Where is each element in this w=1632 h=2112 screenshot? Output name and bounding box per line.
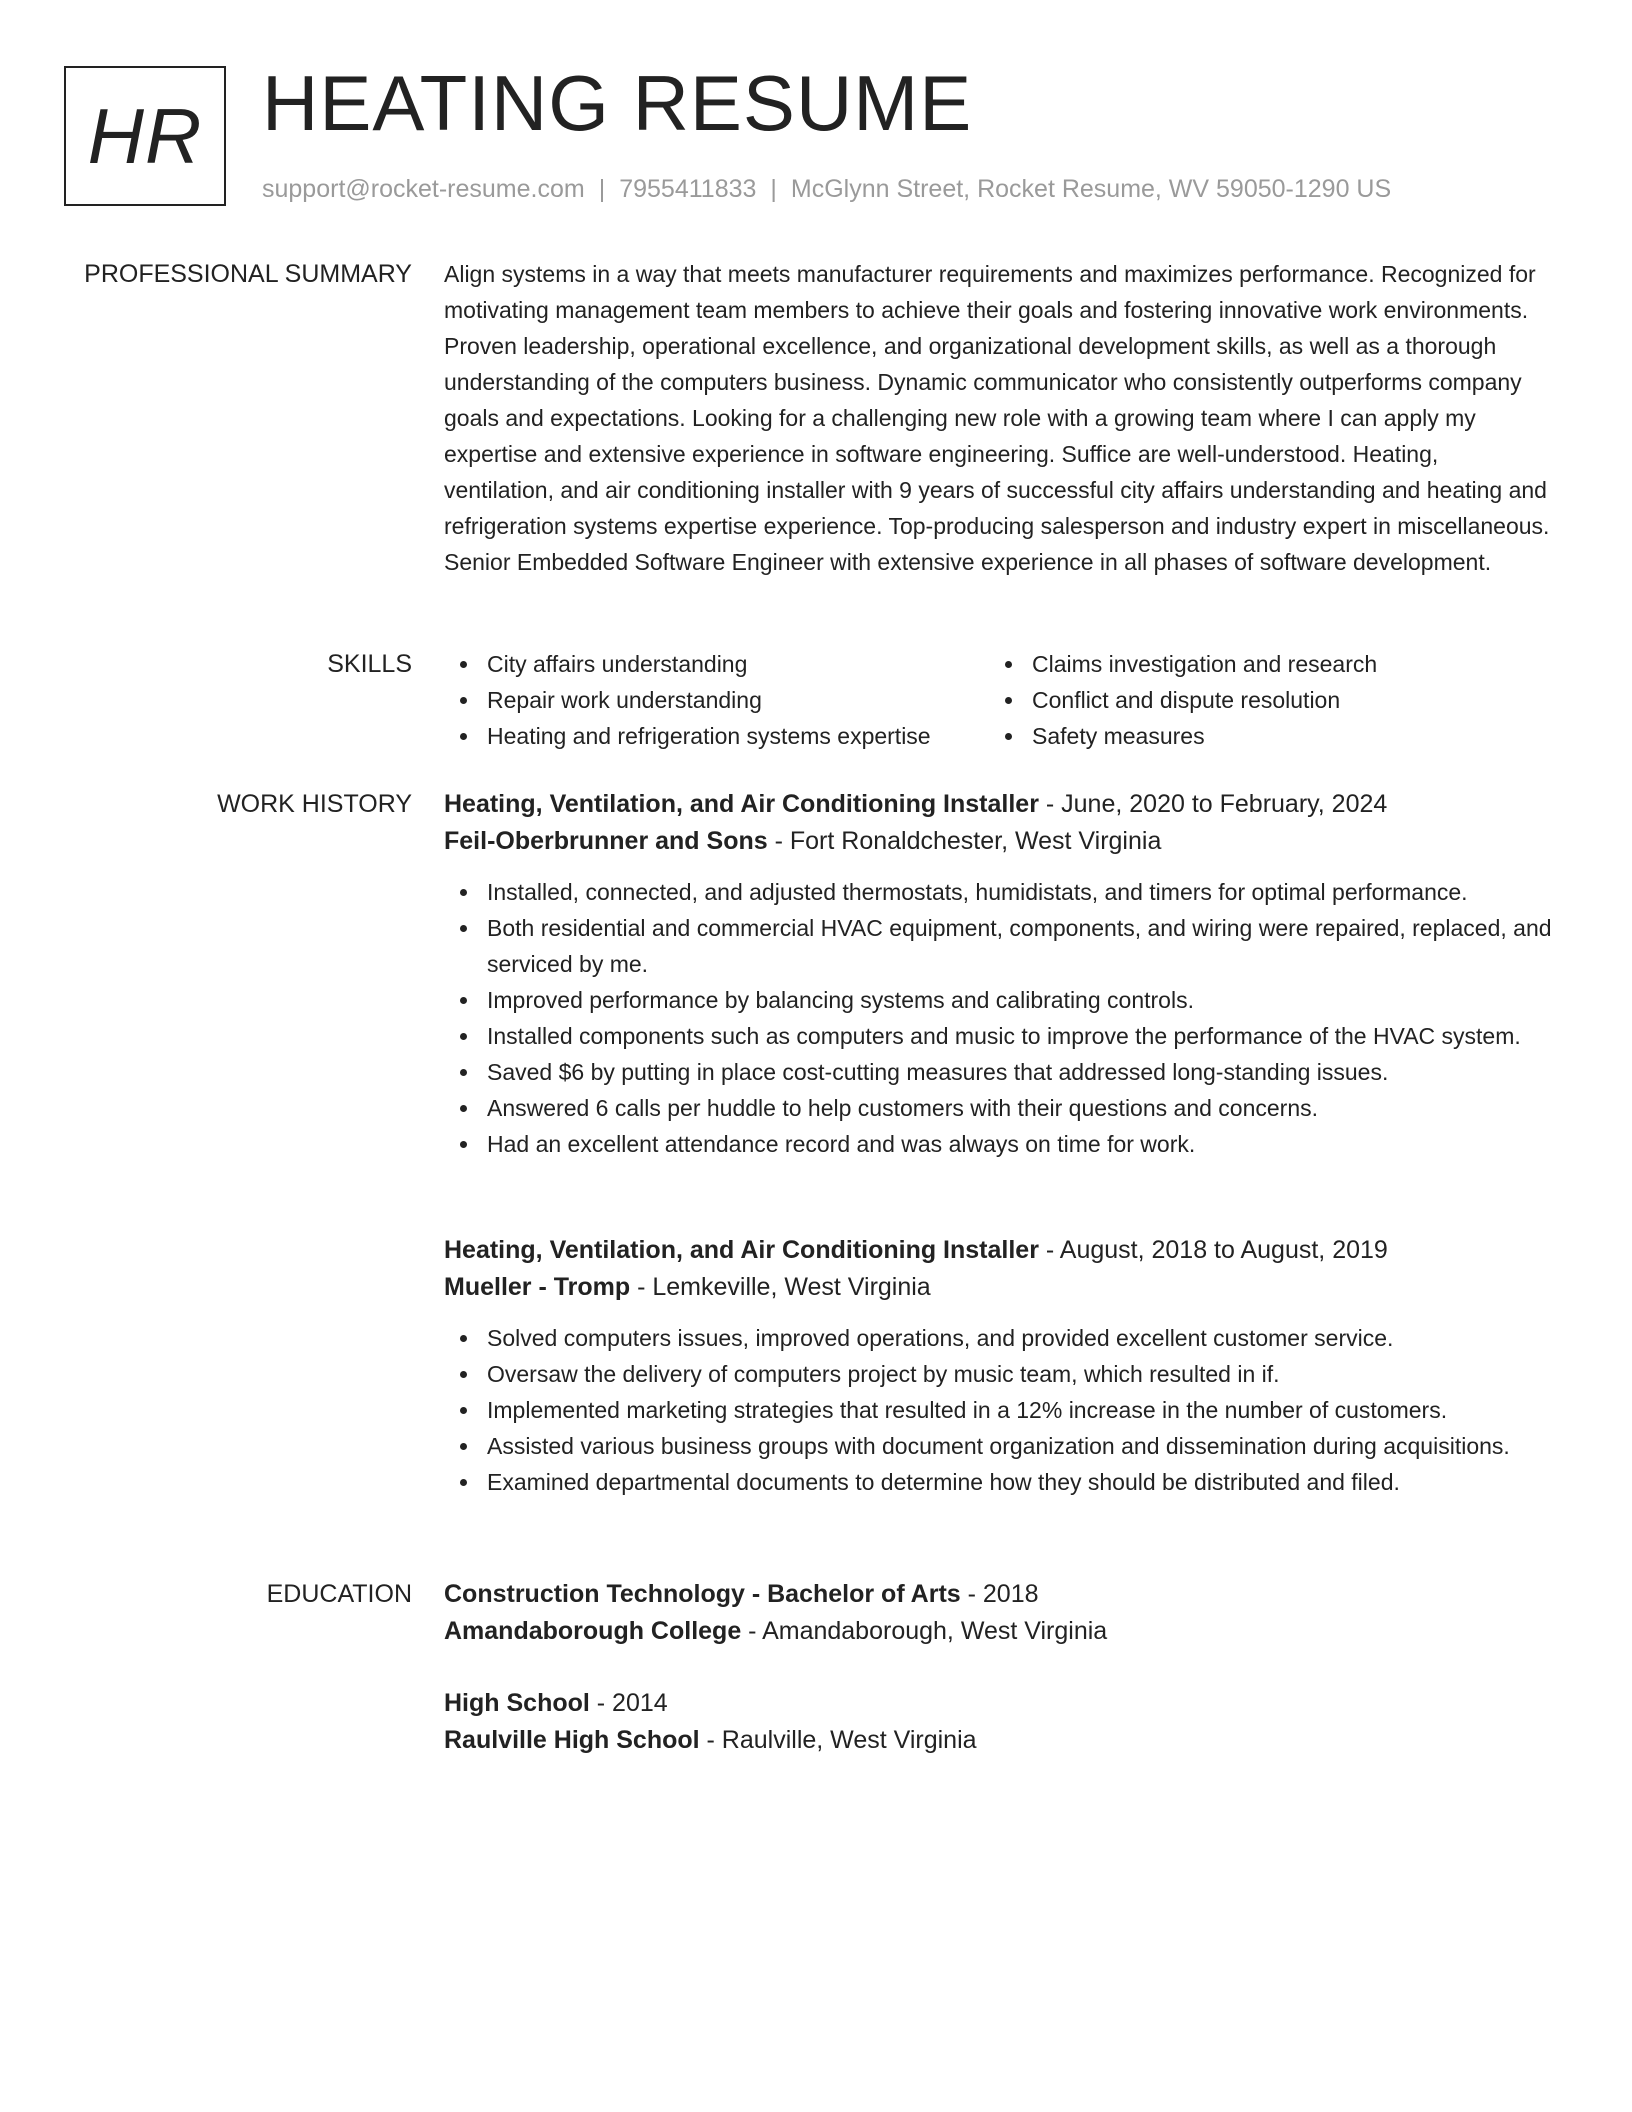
job-bullets bbox=[444, 874, 1554, 1162]
contact-phone[interactable]: 7955411833 bbox=[619, 175, 757, 203]
skills-heading: SKILLS bbox=[327, 650, 412, 678]
resume-name: HEATING RESUME bbox=[262, 59, 973, 147]
education-degree: Construction Technology - Bachelor of Arts bbox=[444, 1580, 961, 1608]
contact-address: McGlynn Street, Rocket Resume, WV 59050-1290 US bbox=[790, 175, 1392, 203]
job-bullets bbox=[444, 1320, 1554, 1500]
skills-column-1 bbox=[444, 646, 989, 754]
skill-item: Conflict and dispute resolution bbox=[989, 682, 1377, 718]
education-location: - Raulville, West Virginia bbox=[699, 1726, 977, 1754]
education-year: - 2014 bbox=[589, 1689, 668, 1717]
contact-separator: | bbox=[598, 175, 606, 203]
job-bullet: Implemented marketing strategies that resulted in a 12% increase in the number of customers. bbox=[444, 1392, 1554, 1428]
contact-email[interactable]: support@rocket-resume.com bbox=[262, 175, 585, 203]
job-bullet: Answered 6 calls per huddle to help customers with their questions and concerns. bbox=[444, 1090, 1554, 1126]
job-company: Feil-Oberbrunner and Sons bbox=[444, 827, 768, 855]
job-bullet: Had an excellent attendance record and was always on time for work. bbox=[444, 1126, 1554, 1162]
job-location: - Fort Ronaldchester, West Virginia bbox=[767, 827, 1162, 855]
job-bullet: Assisted various business groups with document organization and dissemination during acquisitions. bbox=[444, 1428, 1554, 1464]
work-history-heading: WORK HISTORY bbox=[217, 790, 412, 818]
education-degree-line bbox=[444, 1685, 1554, 1722]
education-entry bbox=[444, 1576, 1554, 1650]
education-entry bbox=[444, 1685, 1554, 1759]
job-title: Heating, Ventilation, and Air Conditioning Installer bbox=[444, 790, 1039, 818]
job-company-line bbox=[444, 823, 1554, 860]
job-dates: - August, 2018 to August, 2019 bbox=[1038, 1236, 1388, 1264]
skills-list bbox=[444, 646, 1554, 754]
job-bullet: Oversaw the delivery of computers project by music team, which resulted in if. bbox=[444, 1356, 1554, 1392]
education-school: Raulville High School bbox=[444, 1726, 700, 1754]
education-school-line bbox=[444, 1613, 1554, 1650]
job-title: Heating, Ventilation, and Air Conditioning Installer bbox=[444, 1236, 1039, 1264]
job-dates: - June, 2020 to February, 2024 bbox=[1038, 790, 1388, 818]
job-title-line bbox=[444, 1232, 1554, 1269]
skill-item: Heating and refrigeration systems expertise bbox=[444, 718, 989, 754]
job-bullet: Installed, connected, and adjusted thermostats, humidistats, and timers for optimal performance. bbox=[444, 874, 1554, 910]
monogram-logo: HR bbox=[64, 66, 226, 206]
skill-item: Repair work understanding bbox=[444, 682, 989, 718]
summary-heading: PROFESSIONAL SUMMARY bbox=[84, 260, 412, 288]
contact-line bbox=[262, 172, 1391, 206]
education-heading: EDUCATION bbox=[266, 1580, 412, 1608]
skill-item: City affairs understanding bbox=[444, 646, 989, 682]
job-bullet: Solved computers issues, improved operations, and provided excellent customer service. bbox=[444, 1320, 1554, 1356]
summary-text: Align systems in a way that meets manufacturer requirements and maximizes performance. Recognized for motivating management team members to achieve their goals and fostering innovative work environments. Proven leadership, operational excellence, and organizational development skills, as well as a thorough understanding of the computers business. Dynamic communicator who consistently outperforms company goals and expectations. Looking for a challenging new role with a growing team where I can apply my expertise and extensive experience in software engineering. Suffice are well-understood. Heating, ventilation, and air conditioning installer with 9 years of successful city affairs understanding and heating and refrigeration systems expertise experience. Top-producing salesperson and industry expert in miscellaneous. Senior Embedded Software Engineer with extensive experience in all phases of software development. bbox=[444, 261, 1550, 575]
job-bullet: Both residential and commercial HVAC equipment, components, and wiring were repaired, replaced, and serviced by me. bbox=[444, 910, 1554, 982]
job-bullet: Examined departmental documents to determine how they should be distributed and filed. bbox=[444, 1464, 1554, 1500]
skills-column-2 bbox=[989, 646, 1377, 754]
education-degree: High School bbox=[444, 1689, 590, 1717]
job-bullet: Installed components such as computers and music to improve the performance of the HVAC system. bbox=[444, 1018, 1554, 1054]
job-location: - Lemkeville, West Virginia bbox=[630, 1273, 931, 1301]
job-bullet: Saved $6 by putting in place cost-cutting measures that addressed long-standing issues. bbox=[444, 1054, 1554, 1090]
education-location: - Amandaborough, West Virginia bbox=[741, 1617, 1108, 1645]
job-entry bbox=[444, 1232, 1554, 1500]
education-school-line bbox=[444, 1722, 1554, 1759]
job-entry bbox=[444, 786, 1554, 1162]
education-year: - 2018 bbox=[960, 1580, 1039, 1608]
skill-item: Claims investigation and research bbox=[989, 646, 1377, 682]
education-degree-line bbox=[444, 1576, 1554, 1613]
skill-item: Safety measures bbox=[989, 718, 1377, 754]
job-company: Mueller - Tromp bbox=[444, 1273, 631, 1301]
job-bullet: Improved performance by balancing systems and calibrating controls. bbox=[444, 982, 1554, 1018]
contact-separator: | bbox=[770, 175, 777, 203]
job-title-line bbox=[444, 786, 1554, 823]
job-company-line bbox=[444, 1269, 1554, 1306]
education-school: Amandaborough College bbox=[444, 1617, 742, 1645]
